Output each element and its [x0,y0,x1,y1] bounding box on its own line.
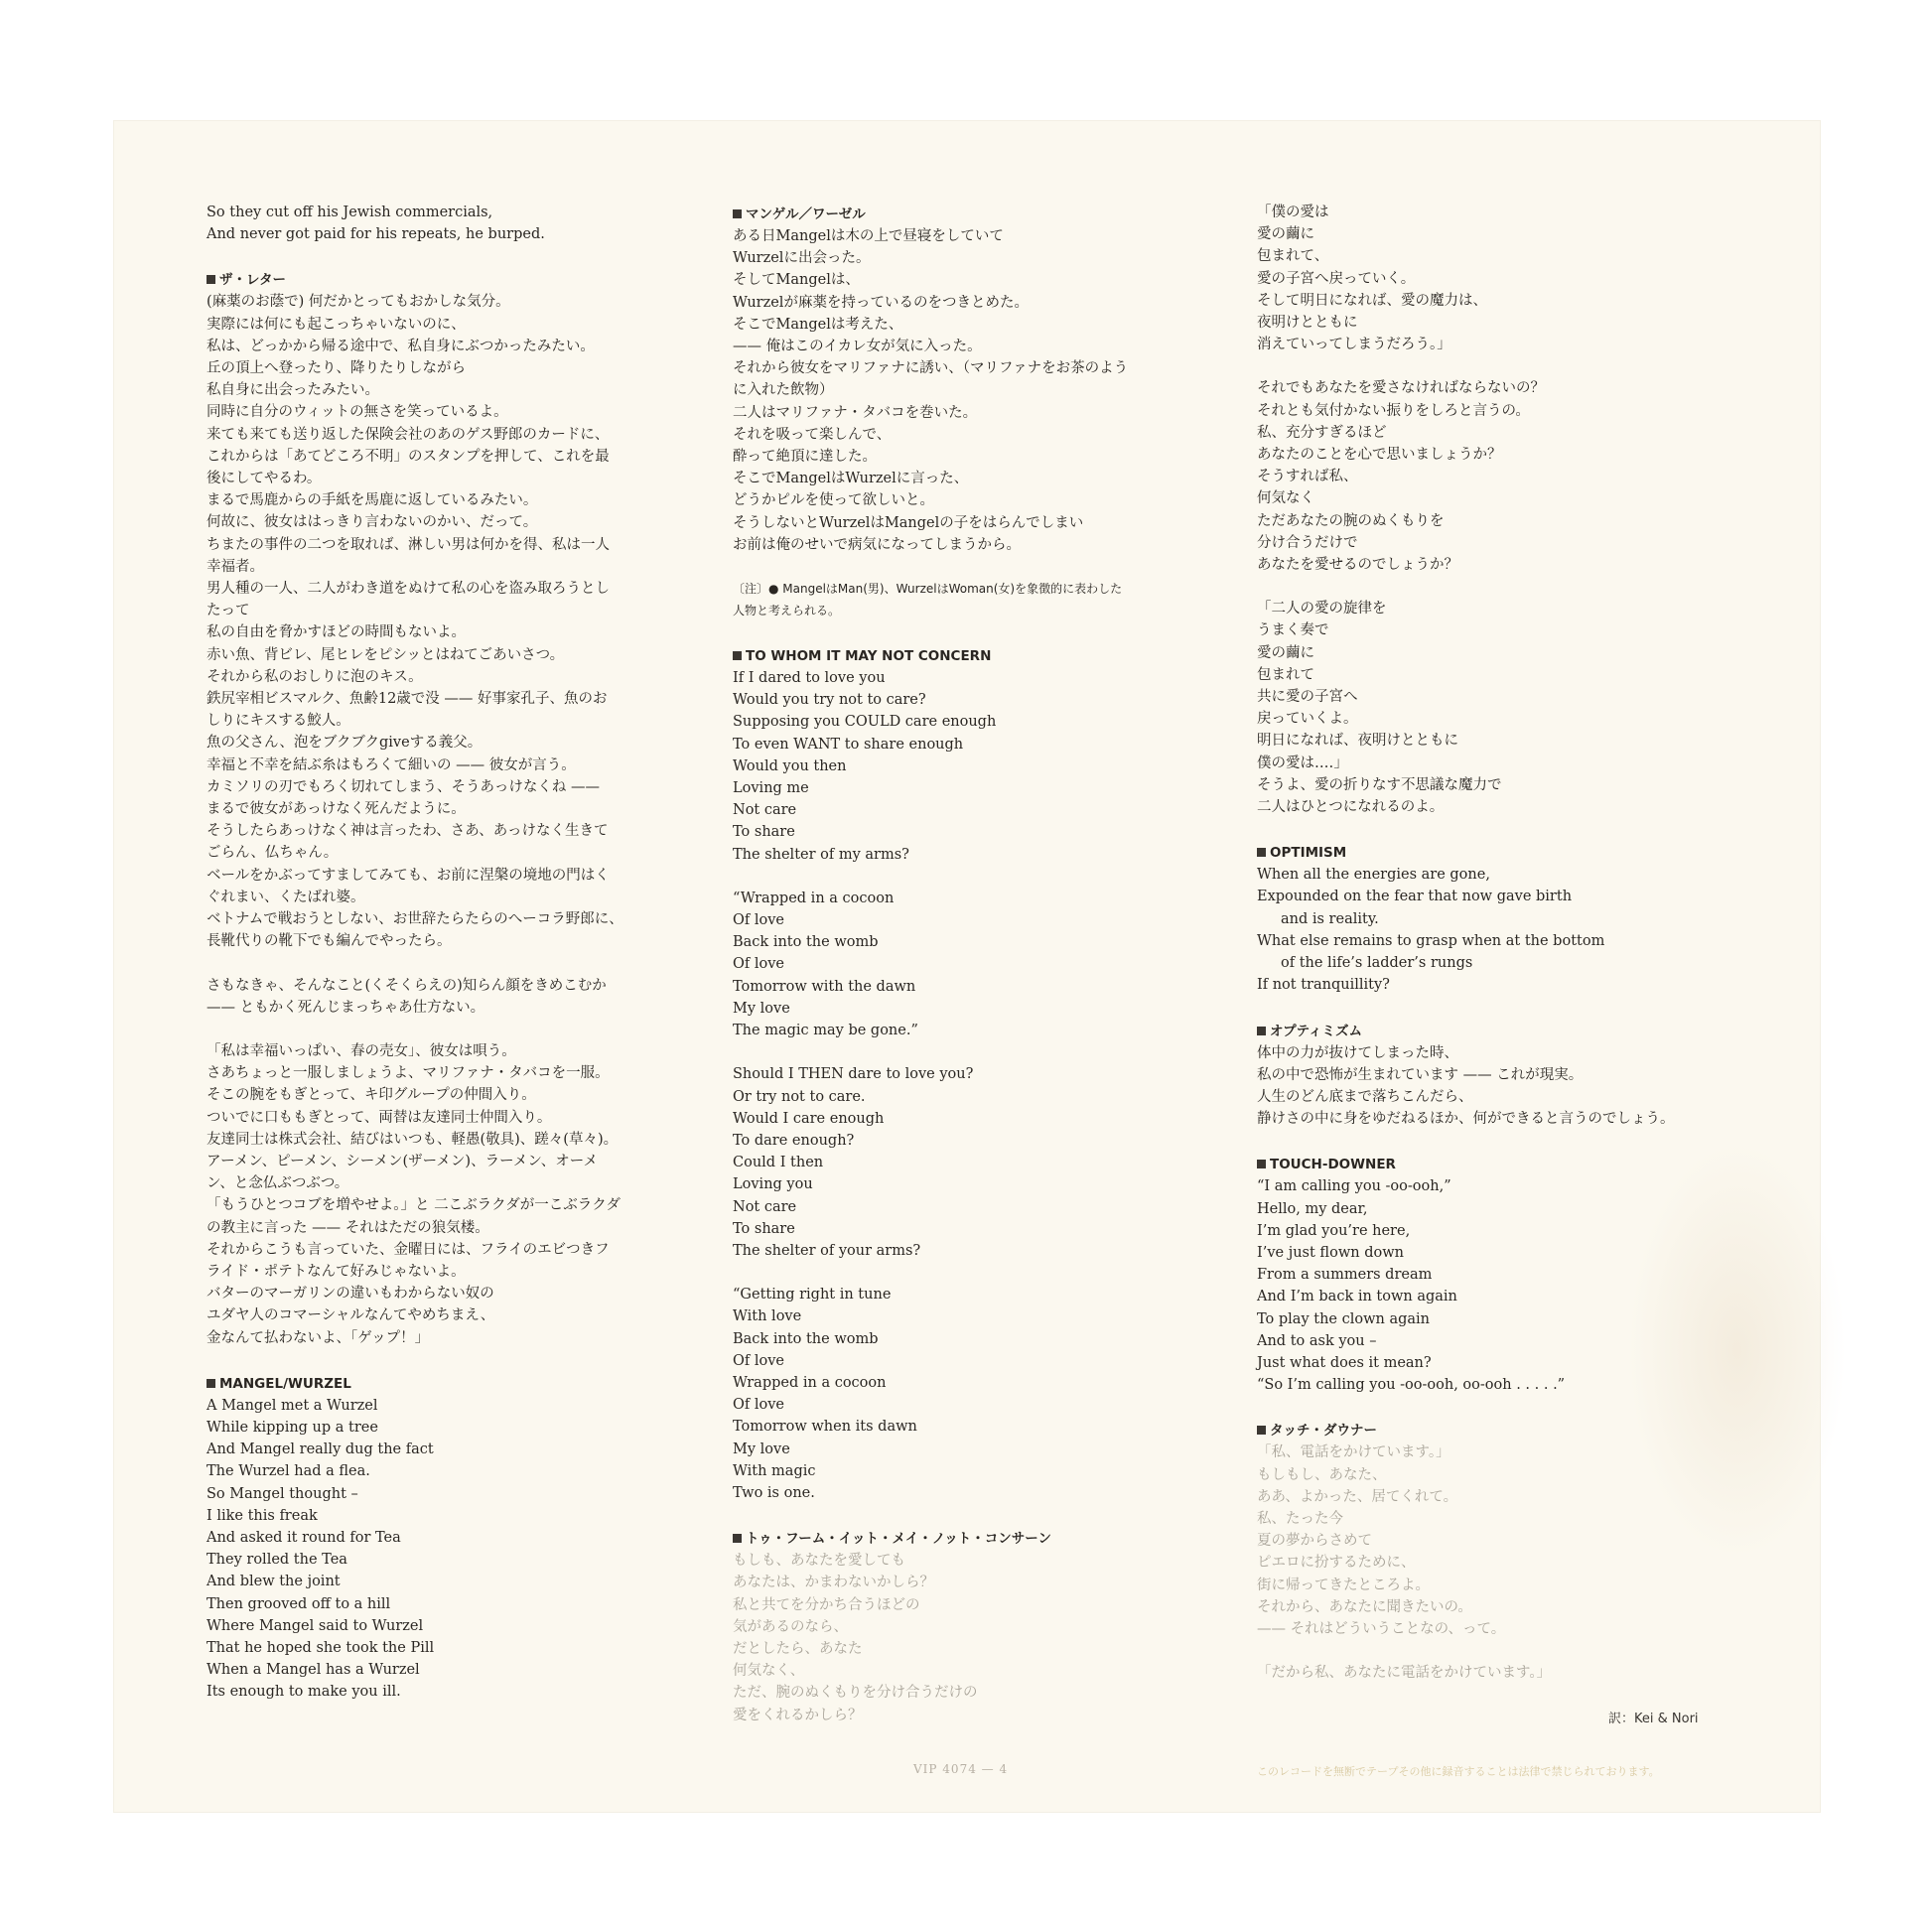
spacer [733,556,1229,578]
lyric-line: 実際には何にも起こっちゃいないのに、 [207,316,466,333]
lyric-line: 後にしてやるわ。 [207,471,322,487]
lyric-line: ピエロに扮するために、 [1257,1555,1416,1572]
lyric-line: The magic may be gone.” [733,1023,918,1039]
lyrics-column-left [207,202,703,1704]
lyric-line: 私の中で恐怖が生まれています —— これが現実。 [1257,1066,1584,1083]
lyric-line: カミソリの刃でもろく切れてしまう、そうあっけなくね —— [207,778,600,795]
spacer [1257,818,1783,840]
lyric-line: To share [733,824,795,841]
lyric-line: それから私のおしりに泡のキス。 [207,668,423,685]
lyric-line: If not tranquillity? [1257,977,1390,994]
lyric-line: 明日になれば、夜明けとともに [1257,733,1458,750]
spacer [1257,355,1783,377]
lyric-line: When a Mangel has a Wurzel [207,1662,420,1679]
square-bullet-icon [1257,1027,1266,1035]
section-heading [733,1528,1229,1550]
lyric-line: 同時に自分のウィットの無さを笑っているよ。 [207,404,508,421]
lyric-line: 愛の子宮へ戻っていく。 [1257,270,1416,287]
section-heading [733,204,1229,225]
lyric-line: Loving you [733,1176,813,1193]
footnote-line: 人物と考えられる。 [733,604,841,618]
square-bullet-icon [733,651,742,660]
lyric-line: If I dared to love you [733,670,886,687]
lyric-line: ン、と念仏ぶつぶつ。 [207,1175,349,1192]
section-heading-text: MANGEL/WURZEL [219,1375,351,1392]
lyric-line: ユダヤ人のコマーシャルなんてやめちまえ、 [207,1307,495,1324]
lyric-line: Wurzelに出会った。 [733,250,871,267]
lyric-line: Would you try not to care? [733,692,926,709]
lyric-line: それとも気付かない振りをしろと言うの。 [1257,402,1530,419]
spacer [1257,997,1783,1019]
lyric-line: “I am calling you -oo-ooh,” [1257,1178,1451,1195]
lyric-line: あなたを愛せるのでしょうか？ [1257,557,1458,574]
lyric-line: バターのマーガリンの違いもわからない奴の [207,1286,494,1303]
lyric-line: Would I care enough [733,1110,885,1127]
section-heading [733,645,1229,667]
lyric-line: 愛をくれるかしら？ [733,1707,863,1723]
lyric-line: さあちょっと一服しましょうよ、マリファナ・タバコを一服。 [207,1065,610,1082]
lyric-line: 街に帰ってきたところよ。 [1257,1577,1430,1593]
lyric-line: まるで彼女があっけなく死んだように。 [207,801,466,818]
lyric-line: 来ても来ても送り返した保険会社のあのゲス野郎のカードに、 [207,426,610,443]
lyric-line: Then grooved off to a hill [207,1595,391,1612]
lyric-line: 友達同士は株式会社、結びはいつも、軽愚(敬具)、蹉々(草々)。 [207,1131,619,1148]
lyric-line: に入れた飲物） [733,382,834,399]
lyric-line: 気があるのなら、 [733,1618,848,1635]
lyric-line: 夏の夢からさめて [1257,1533,1372,1550]
lyric-line: 戻っていくよ。 [1257,711,1358,728]
lyric-line: そこでMangelはWurzelに言った、 [733,471,969,487]
lyric-line: 魚の父さん、泡をブクブクgiveする義父。 [207,735,483,752]
lyric-line: あなたのことを心で思いましょうか？ [1257,447,1502,464]
lyric-line: 体中の力が抜けてしまった時、 [1257,1044,1458,1061]
lyric-line: 鉄尻宰相ビスマルク、魚齢12歳で没 —— 好事家孔子、魚のお [207,691,608,708]
section-heading [207,1373,703,1395]
lyric-line: 「僕の愛は [1257,205,1329,220]
lyric-line: “So I’m calling you -oo-ooh, oo-ooh . . . . .” [1257,1377,1566,1394]
lyric-line: 二人はマリファナ・タバコを巻いた。 [733,404,978,421]
lyric-line: (麻薬のお蔭で) 何だかとってもおかしな気分。 [207,294,510,311]
spacer [207,1019,703,1040]
lyric-line: ただあなたの腕のぬくもりを [1257,512,1445,529]
square-bullet-icon [1257,1160,1266,1168]
lyric-line: そしてMangelは、 [733,272,860,289]
lyric-line: これからは「あてどころ不明」のスタンプを押して、これを最 [207,448,610,465]
lyric-line: そうよ、愛の折りなす不思議な魔力で [1257,776,1502,793]
lyric-line: 「私は幸福いっぱい、春の売女」、彼女は唄う。 [207,1042,516,1059]
lyric-line: A Mangel met a Wurzel [207,1397,378,1414]
spacer [207,245,703,267]
spacer [733,1504,1229,1526]
lyric-line: しりにキスする鮫人。 [207,713,350,730]
lyric-line: Wurzelが麻薬を持っているのをつきとめた。 [733,294,1029,311]
lyric-line: さもなきゃ、そんなこと(くそくらえの)知らん顔をきめこむか [207,977,607,994]
lyric-line: 「私、電話をかけています。」 [1257,1444,1450,1461]
section-heading-text: マンゲル／ワーゼル [746,206,866,222]
lyric-line: あなたは、かまわないかしら？ [733,1575,934,1591]
spacer [733,1262,1229,1284]
lyric-line: Of love [733,912,785,929]
lyric-line: たって [207,603,250,619]
lyric-line: Not care [733,1198,797,1215]
lyric-line: Or try not to care. [733,1088,866,1105]
square-bullet-icon [733,1534,742,1543]
lyric-line: それでもあなたを愛さなければならないの？ [1257,380,1545,397]
spacer [733,621,1229,643]
lyric-line: The Wurzel had a flea. [207,1463,370,1480]
lyric-line: So Mangel thought – [207,1485,358,1502]
lyric-line: What else remains to grasp when at the bottom [1257,932,1605,949]
section-heading-text: タッチ・ダウナー [1270,1423,1377,1440]
lyric-line: Tomorrow when its dawn [733,1419,917,1436]
section-heading-text: オプティミズム [1270,1023,1363,1039]
lyric-line: 何故に、彼女ははっきり言わないのかい、だって。 [207,514,538,531]
lyric-line: From a summers dream [1257,1267,1433,1284]
spacer [1257,576,1783,598]
lyric-line: 私は、どっかから帰る途中で、私自身にぶつかったみたい。 [207,338,595,354]
section-heading-text: ザ・レター [219,272,286,289]
copyright-notice: このレコードを無断でテープその他に録音することは法律で禁じられております。 [1257,1765,1660,1778]
lyric-line: ただ、腕のぬくもりを分け合うだけの [733,1685,978,1702]
lyric-line: 夜明けとともに [1257,315,1358,332]
lyric-line: —— それはどういうことなの、って。 [1257,1620,1506,1637]
lyric-line: —— ともかく死んじまっちゃあ仕方ない。 [207,999,485,1016]
lyric-line: 酔って絶頂に達した。 [733,449,877,466]
lyric-line: それからこうも言っていた、金曜日には、フライのエビつきフ [207,1241,610,1258]
lyric-line: 二人はひとつになれるのよ。 [1257,799,1445,816]
lyric-line: ぐれまい、くたばれ婆。 [207,889,365,905]
lyric-line: まるで馬鹿からの手紙を馬鹿に返しているみたい。 [207,492,538,509]
section-heading-text: TO WHOM IT MAY NOT CONCERN [746,648,992,665]
lyric-line: 僕の愛は‥‥」 [1257,755,1348,771]
lyric-line: Back into the womb [733,1330,879,1347]
lyric-line: うまく奏で [1257,622,1329,639]
lyric-line: だとしたら、あなた [733,1640,863,1657]
lyric-line: To dare enough? [733,1132,855,1149]
lyric-line: 幸福と不幸を結ぶ糸はもろくて細いの —— 彼女が言う。 [207,756,576,773]
lyric-line: Of love [733,1352,785,1369]
lyric-line: ああ、よかった、居てくれて。 [1257,1488,1458,1505]
lyric-line: 長靴代りの靴下でも編んでやったら。 [207,933,452,950]
lyric-line: アーメン、ピーメン、シーメン(ザーメン)、ラーメン、オーメ [207,1153,598,1169]
lyric-line: The shelter of your arms? [733,1242,921,1259]
lyric-line: 何気なく [1257,490,1314,507]
square-bullet-icon [1257,1426,1266,1435]
lyric-line: ごらん、仏ちゃん。 [207,845,339,862]
lyric-line: Its enough to make you ill. [207,1684,401,1701]
lyric-line: Hello, my dear, [1257,1200,1368,1217]
lyric-line: Expounded on the fear that now gave birth [1257,889,1573,905]
lyric-line: To even WANT to share enough [733,736,964,753]
lyric-line: 私、充分すぎるほど [1257,424,1387,441]
spacer [207,1349,703,1371]
section-heading-text: OPTIMISM [1270,845,1347,862]
lyric-line: 「だから私、あなたに電話をかけています。」 [1257,1665,1552,1682]
lyric-line: 包まれて [1257,666,1314,683]
spacer [1257,1640,1783,1662]
lyric-line: 男人種の一人、二人がわき道をぬけて私の心を盗み取ろうとし [207,581,610,598]
lyric-line: そうしたらあっけなく神は言ったわ、さあ、あっけなく生きて [207,823,609,840]
lyric-line: もしも、あなたを愛しても [733,1553,905,1570]
lyric-line: それから、あなたに聞きたいの。 [1257,1598,1472,1615]
lyric-line: 何気なく、 [733,1663,805,1680]
lyric-line: そこでMangelは考えた、 [733,316,903,333]
lyric-line: They rolled the Tea [207,1552,347,1569]
lyric-line: 消えていってしまうだろう。」 [1257,337,1451,353]
lyric-line: With magic [733,1462,816,1479]
lyric-line: Of love [733,1397,785,1414]
lyric-line: I like this freak [207,1507,318,1524]
lyric-line: Supposing you COULD care enough [733,714,997,731]
lyric-line: Not care [733,802,797,819]
lyric-line: And Mangel really dug the fact [207,1442,434,1458]
lyric-line: To play the clown again [1257,1310,1430,1327]
lyric-line: And I’m back in town again [1257,1289,1457,1305]
lyric-line: Where Mangel said to Wurzel [207,1617,424,1634]
lyric-line: 分け合うだけで [1257,534,1358,551]
lyric-line: ベールをかぶってすましてみても、お前に涅槃の境地の門はく [207,867,610,884]
lyric-line: ライド・ポテトなんて好みじゃないよ。 [207,1263,466,1280]
lyric-line: And asked it round for Tea [207,1529,401,1546]
lyric-line: 人生のどん底まで落ちこんだら、 [1257,1088,1473,1105]
lyric-line: of the life’s ladder’s rungs [1281,955,1473,972]
lyric-line: お前は俺のせいで病気になってしまうから。 [733,536,1021,553]
lyric-line: Of love [733,956,785,973]
lyric-line: 私自身に出会ったみたい。 [207,382,379,399]
lyric-line: Should I THEN dare to love you? [733,1066,974,1083]
lyric-line: それから彼女をマリファナに誘い、（マリファナをお茶のよう [733,360,1129,377]
lyric-line: そうしないとWurzelはMangelの子をはらんでしまい [733,514,1084,531]
lyric-line: 「二人の愛の旋律を [1257,601,1387,618]
lyric-line: 私と共てを分かち合うほどの [733,1596,920,1613]
lyric-line: 「もうひとつコブを増やせよ。」と 二こぶラクダが一こぶラクダ [207,1197,621,1214]
lyric-line: I’m glad you’re here, [1257,1222,1411,1239]
lyric-line: “Getting right in tune [733,1287,892,1304]
lyric-line: 丘の頂上へ登ったり、降りたりしながら [207,360,466,377]
lyric-line: “Wrapped in a cocoon [733,890,895,906]
lyric-line: 金なんて払わないよ、「ゲップ！」 [207,1329,430,1346]
lyric-line: My love [733,1441,790,1457]
square-bullet-icon [1257,848,1266,857]
lyric-line: The shelter of my arms? [733,846,909,863]
lyrics-column-middle [733,202,1229,1726]
lyric-line: ベトナムで戦おうとしない、お世辞たらたらのへーコラ野郎に、 [207,911,623,928]
lyric-line: While kipping up a tree [207,1419,378,1436]
lyric-line: With love [733,1308,802,1325]
lyric-line: When all the energies are gone, [1257,867,1490,884]
lyric-line: and is reality. [1281,910,1379,927]
lyric-line: Loving me [733,780,809,797]
spacer [1257,1396,1783,1418]
lyric-line: And blew the joint [207,1574,341,1590]
lyric-line: 愛の繭に [1257,644,1314,661]
spacer [207,953,703,975]
lyric-line: And to ask you – [1257,1332,1377,1349]
section-heading-text: トゥ・フーム・イット・メイ・ノット・コンサーン [746,1531,1052,1548]
lyric-line: Wrapped in a cocoon [733,1374,887,1391]
section-heading [1257,1154,1783,1175]
lyric-line: So they cut off his Jewish commercials, [207,205,493,220]
lyric-line: That he hoped she took the Pill [207,1639,435,1656]
lyric-line: ちまたの事件の二つを取れば、淋しい男は何かを得、私は一人 [207,536,610,553]
lyric-line: 共に愛の子宮へ [1257,689,1358,706]
lyric-line: —— 俺はこのイカレ女が気に入った。 [733,339,982,355]
lyric-line: それを吸って楽しんで、 [733,426,892,443]
lyric-line: I’ve just flown down [1257,1244,1404,1261]
lyric-line: Two is one. [733,1484,815,1501]
section-heading [1257,1021,1783,1042]
lyric-line: もしもし、あなた、 [1257,1466,1387,1483]
lyric-line: そして明日になれば、愛の魔力は、 [1257,292,1487,309]
lyric-line: 包まれて、 [1257,248,1329,265]
lyric-line: My love [733,1000,790,1017]
spacer [733,1041,1229,1063]
section-heading [1257,842,1783,864]
lyric-line: To share [733,1220,795,1237]
lyric-line: 静けさの中に身をゆだねるほか、何ができると言うのでしょう。 [1257,1111,1675,1128]
spacer [1257,1130,1783,1152]
lyric-line: 赤い魚、背ビレ、尾ヒレをピシッとはねてごあいさつ。 [207,646,565,663]
section-heading [1257,1420,1783,1442]
lyric-line: Just what does it mean? [1257,1354,1432,1371]
square-bullet-icon [733,209,742,218]
lyric-line: 私、たった今 [1257,1510,1343,1527]
spacer [733,866,1229,888]
lyric-line: 愛の繭に [1257,226,1314,243]
square-bullet-icon [207,1379,215,1388]
lyric-line: ついでに口ももぎとって、両替は友達同士仲間入り。 [207,1109,552,1126]
footnote-line: 〔注〕● MangelはMan(男)、WurzelはWoman(女)を象徴的に表わした [733,582,1123,597]
lyric-line: そうすれば私、 [1257,469,1358,485]
lyric-line: ある日Mangelは木の上で昼寝をしていて [733,228,1004,244]
lyric-line: 幸福者。 [207,558,264,575]
section-heading-text: TOUCH-DOWNER [1270,1157,1396,1173]
lyric-line: の教主に言った —— それはただの狼気楼。 [207,1219,489,1236]
lyric-line: どうかピルを使って欲しいと。 [733,492,934,509]
lyric-line: 私の自由を脅かすほどの時間もないよ。 [207,624,466,641]
lyric-line: Would you then [733,757,847,774]
section-heading [207,269,703,291]
lyric-line: Could I then [733,1155,824,1171]
square-bullet-icon [207,275,215,284]
lyric-line: Back into the womb [733,934,879,951]
lyric-line: そこの腕をもぎとって、キ印グループの仲間入り。 [207,1087,536,1104]
lyrics-column-right [1257,202,1783,1684]
lyric-line: And never got paid for his repeats, he burped. [207,226,545,243]
catalog-number: VIP 4074 — 4 [913,1762,1009,1776]
lyric-line: Tomorrow with the dawn [733,978,916,995]
translator-credit: 訳：Kei & Nori [1608,1712,1699,1726]
